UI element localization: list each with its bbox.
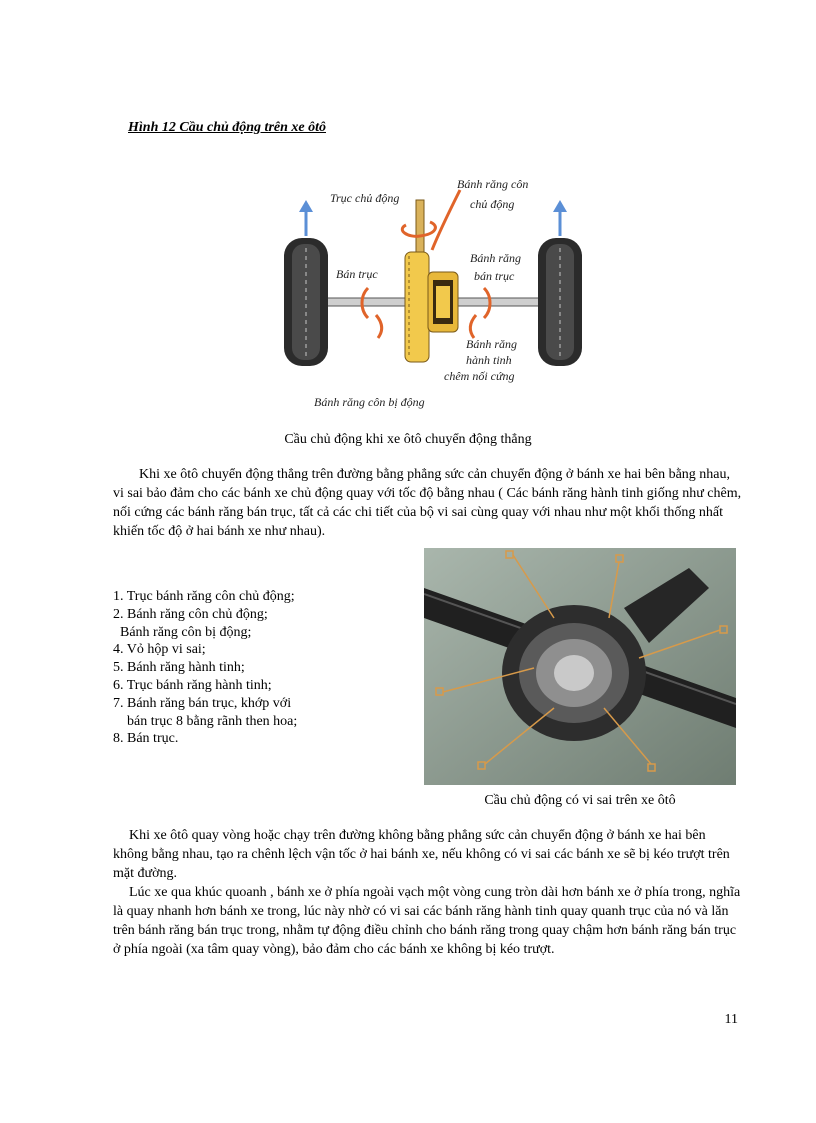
list-item: 6. Trục bánh răng hành tinh; — [113, 677, 272, 693]
right-wheel — [538, 238, 582, 366]
figure2-caption: Cầu chủ động có vi sai trên xe ôtô — [484, 793, 676, 808]
figure-heading: Hình 12 Cầu chủ động trên xe ôtô — [128, 120, 326, 135]
differential-cutaway-svg — [424, 548, 736, 785]
list-item: 5. Bánh răng hành tinh; — [113, 660, 245, 676]
label-side-gear-2: bán trục — [474, 269, 515, 283]
label-planet-2: hành tinh — [466, 353, 512, 367]
list-item: 2. Bánh răng côn chủ động; — [113, 606, 268, 622]
list-item: bán trục 8 bằng rãnh then hoa; — [113, 713, 298, 729]
list-item: 8. Bán trục. — [113, 731, 179, 747]
label-planet-1: Bánh răng — [466, 337, 517, 351]
paragraph2-text: Khi xe ôtô quay vòng hoặc chạy trên đường không bằng phẳng sức cản chuyển động ở bánh xe hai bên không bằng nhau, tạo ra chênh lệch vận tốc ở hai bánh xe, nếu không có vi sai các bánh xe sẽ bị kéo trượt trên mặt đường. — [113, 828, 730, 881]
left-wheel — [284, 238, 328, 366]
paragraph-turning — [113, 826, 743, 883]
list-item: 1. Trục bánh răng côn chủ động; — [113, 589, 295, 604]
ring-gear — [405, 252, 429, 362]
right-arrow-up-icon — [553, 200, 567, 236]
drive-axle-svg — [270, 170, 595, 415]
paragraph1-text: Khi xe ôtô chuyển động thẳng trên đường bằng phẳng sức cản chuyển động ở bánh xe hai bên bằng nhau, vi sai bảo đảm cho các bánh xe chủ động quay với tốc độ bằng nhau ( Các bánh răng hành tinh giống như chêm, nối cứng các bánh răng bán trục, tất cả các chi tiết của bộ vi sai cùng quay với nhau như một khối thống nhất khiến tốc độ ở hai bánh xe như nhau). — [113, 467, 742, 539]
label-input-shaft: Trục chủ động — [330, 191, 400, 205]
differential-case — [428, 272, 458, 332]
label-drive-pinion-1: Bánh răng côn — [457, 177, 529, 191]
label-side-gear-1: Bánh răng — [470, 251, 521, 265]
label-planet-3: chêm nối cứng — [444, 369, 515, 383]
parts-list — [113, 588, 413, 748]
label-drive-pinion-2: chủ động — [470, 197, 515, 211]
figure1-caption: Cầu chủ động khi xe ôtô chuyển động thẳng — [284, 432, 532, 447]
differential-cutaway-image — [424, 548, 736, 785]
list-item: Bánh răng côn bị động; — [113, 624, 252, 640]
paragraph-cornering — [113, 883, 743, 959]
paragraph3-text: Lúc xe qua khúc quoanh , bánh xe ở phía ngoài vạch một vòng cung tròn dài hơn bánh xe ở phía trong, nghĩa là quay nhanh hơn bánh xe trong, lúc này nhờ có vi sai các bánh răng hành tinh quay quanh trục của nó và lăn trên bánh răng bán trục trong, nhằm tự động điều chỉnh cho bánh răng trong quay chậm hơn bánh răng bán trục ở phía ngoài (xa tâm quay vòng), bảo đảm cho các bánh xe không bị kéo trượt. — [113, 885, 741, 957]
list-item: 7. Bánh răng bán trục, khớp với — [113, 695, 292, 711]
left-arrow-up-icon — [299, 200, 313, 236]
page-number: 11 — [724, 1012, 738, 1027]
label-axle-shaft: Bán trục — [336, 267, 378, 281]
paragraph-straight-motion — [113, 465, 743, 541]
drive-axle-diagram — [270, 170, 595, 415]
list-item: 4. Vỏ hộp vi sai; — [113, 642, 206, 658]
label-ring-gear: Bánh răng côn bị động — [314, 395, 425, 409]
